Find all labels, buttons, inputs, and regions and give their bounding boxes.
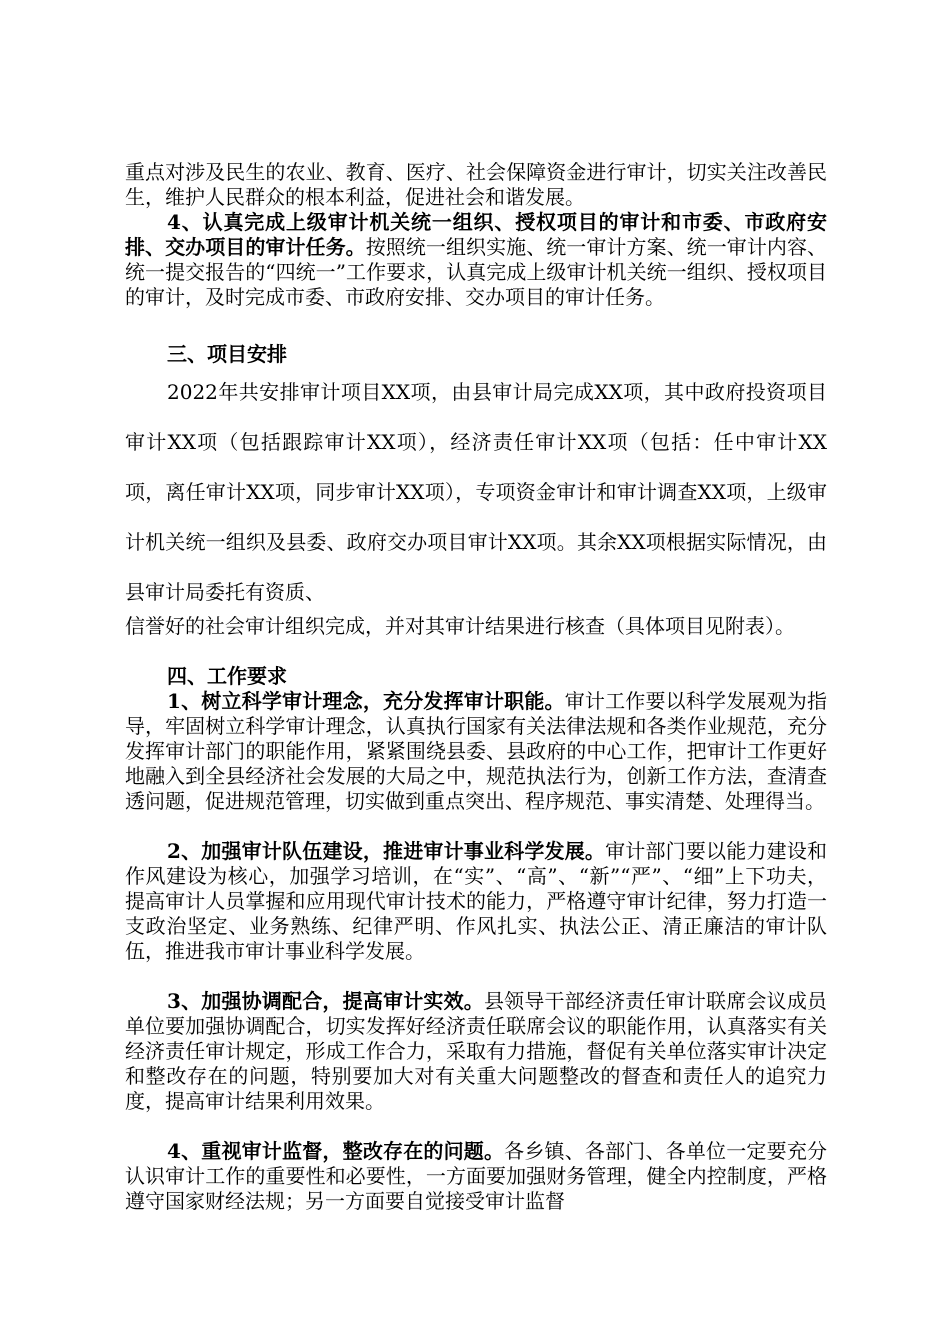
requirement-2-heading: 2、加强审计队伍建设，推进审计事业科学发展。 [167, 839, 606, 863]
paragraph-project-arrangement-tail: 信誉好的社会审计组织完成，并对其审计结果进行核查（具体项目见附表）。 [125, 614, 795, 638]
requirement-1-heading: 1、树立科学审计理念，充分发挥审计职能。 [167, 689, 565, 713]
paragraph-requirement-1 [125, 689, 827, 814]
section-3-title: 三、项目安排 [167, 342, 287, 366]
section-4-title: 四、工作要求 [167, 664, 287, 688]
paragraph-requirement-2 [125, 839, 827, 964]
paragraph-requirement-4 [125, 1139, 827, 1214]
requirement-4-body: 各乡镇、各部门、各单位一定要充分认识审计工作的重要性和必要性，一方面要加强财务管理，健全内控制度，严格遵守国家财经法规；另一方面要自觉接受审计监督 [125, 1139, 828, 1213]
requirement-2-body: 审计部门要以能力建设和作风建设为核心，加强学习培训，在“实”、“高”、“新”“严”、“细”上下功夫，提高审计人员掌握和应用现代审计技术的能力，严格遵守审计纪律，努力打造一支政治坚定、业务熟练、纪律严明、作风扎实、执法公正、清正廉洁的审计队伍，推进我市审计事业科学发展。 [125, 839, 828, 963]
item4-top-heading: 4、认真完成上级审计机关统一组织、授权项目的审计和市委、市政府安排、交办项目的审计任务。 [125, 210, 827, 259]
paragraph-continued: 重点对涉及民生的农业、教育、医疗、社会保障资金进行审计，切实关注改善民生，维护人民群众的根本利益，促进社会和谐发展。 [125, 160, 827, 209]
paragraph-requirement-3 [125, 989, 827, 1114]
requirement-3-body: 县领导干部经济责任审计联席会议成员单位要加强协调配合，切实发挥好经济责任联席会议的职能作用，认真落实有关经济责任审计规定，形成工作合力，采取有力措施，督促有关单位落实审计决定和整改存在的问题，特别要加大对有关重大问题整改的督查和责任人的追究力度，提高审计结果利用效果。 [125, 989, 828, 1113]
paragraph-project-arrangement: 2022年共安排审计项目XX项，由县审计局完成XX项，其中政府投资项目审计XX项（包括跟踪审计XX项），经济责任审计XX项（包括：任中审计XX项，离任审计XX项，同步审计XX项），专项资金审计和审计调查XX项，上级审计机关统一组织及县委、政府交办项目审计XX项。其余XX项根据实际情况，由县审计局委托有资质、 [125, 380, 827, 604]
paragraph-item4-top [125, 210, 827, 310]
requirement-3-heading: 3、加强协调配合，提高审计实效。 [167, 989, 484, 1013]
requirement-4-heading: 4、重视审计监督，整改存在的问题。 [167, 1139, 505, 1163]
item4-top-body: 按照统一组织实施、统一审计方案、统一审计内容、统一提交报告的“四统一”工作要求，认真完成上级审计机关统一组织、授权项目的审计，及时完成市委、市政府安排、交办项目的审计任务。 [125, 235, 828, 309]
requirement-1-body: 审计工作要以科学发展观为指导，牢固树立科学审计理念，认真执行国家有关法律法规和各类作业规范，充分发挥审计部门的职能作用，紧紧围绕县委、县政府的中心工作，把审计工作更好地融入到全县经济社会发展的大局之中，规范执法行为，创新工作方法，查清查透问题，促进规范管理，切实做到重点突出、程序规范、事实清楚、处理得当。 [125, 689, 827, 813]
